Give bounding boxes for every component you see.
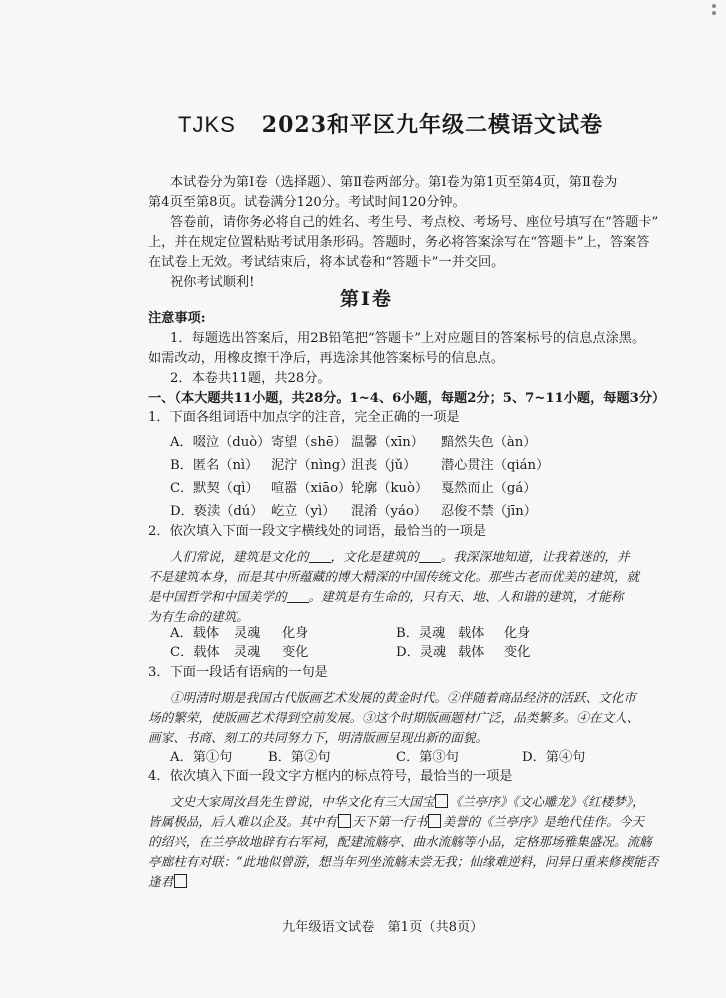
intro-line: 上，并在规定位置粘贴考试用条形码。答题时，务必将答案涂写在“答题卡”上，答案答 <box>148 235 650 250</box>
q1-d-2: 屹立（yì） <box>271 504 336 519</box>
q2-d-1: D．灵魂 <box>396 645 447 660</box>
q3-option-b: B．第②句 <box>268 750 331 765</box>
punct-box-2 <box>338 814 351 828</box>
exam-title: 2023和平区九年级二模语文试卷 <box>261 112 604 138</box>
q2-passage-line: 人们常说，建筑是文化的 ，文化是建筑的 。我深深地知道，让我着迷的，并 <box>170 549 630 564</box>
q2-passage-line: 为有生命的建筑。 <box>148 609 249 624</box>
q1-b-3: 沮丧（jǔ） <box>351 458 417 473</box>
q1-d-1: D．亵渎（dú） <box>170 504 264 519</box>
notice-heading: 注意事项: <box>148 311 206 326</box>
notice-line: 2．本卷共11题，共28分。 <box>170 371 331 386</box>
q4-passage-line: 皆属极品，后人难以企及。其中有 天下第一行书 美誉的《兰亭序》是绝代佳作。今天 <box>148 814 644 829</box>
q4-passage-line: 逢君 <box>148 871 188 890</box>
q2-b-2: 载体 <box>458 626 485 641</box>
q3-passage-line: ①明清时期是我国古代版画艺术发展的黄金时代。②伴随着商品经济的活跃、文化市 <box>170 690 636 705</box>
notice-line: 如需改动，用橡皮擦干净后，再选涂其他答案标号的信息点。 <box>148 351 505 366</box>
q2-d-2: 载体 <box>458 645 485 660</box>
q1-a-2: 寄望（shē） <box>271 435 347 450</box>
intro-line: 祝你考试顺利! <box>170 275 255 290</box>
q2-passage-line: 不是建筑本身，而是其中所蕴藏的博大精深的中国传统文化。那些古老而优美的建筑，就 <box>148 569 640 584</box>
q4-passage-line: 亭廊柱有对联：“此地似曾游，想当年列坐流觞未尝无我；仙缘难逆料，问异日重来修禊能否 <box>148 854 659 869</box>
q2-passage-line: 是中国哲学和中国美学的 。建筑是有生命的，只有天、地、人和谐的建筑，才能称 <box>148 589 624 604</box>
q1-stem: 1．下面各组词语中加点字的注音，完全正确的一项是 <box>148 410 460 425</box>
punct-box-4 <box>174 874 187 888</box>
q2-a-1: A．载体 <box>170 626 220 641</box>
q1-c-1: C．默契（qì） <box>170 481 259 496</box>
q4-passage-line: 文史大家周汝昌先生曾说，中华文化有三大国宝 《兰亭序》《文心雕龙》《红楼梦》， <box>170 794 645 809</box>
punct-box-1 <box>435 794 448 808</box>
q3-passage-line: 场的繁荣，使版画艺术得到空前发展。③这个时期版画题材广泛，品类繁多。④在文人、 <box>148 710 640 725</box>
q1-c-4: 戛然而止（gá） <box>441 481 537 496</box>
page-title <box>178 108 603 139</box>
q1-c-2: 喧嚣（xiāo） <box>271 481 352 496</box>
q1-b-1: B．匿名（nì） <box>170 458 259 473</box>
notice-line: 1．每题选出答案后，用2B铅笔把“答题卡”上对应题目的答案标号的信息点涂黑。 <box>170 331 646 346</box>
q2-a-2: 灵魂 <box>234 626 261 641</box>
scan-mark <box>712 4 716 22</box>
part-heading: 一、（本大题共11小题，共28分。1~4、6小题，每题2分；5、7~11小题，每题3分） <box>148 391 666 406</box>
q1-a-1: A．啜泣（duò） <box>170 435 271 450</box>
q2-c-1: C．载体 <box>170 645 220 660</box>
section-title: 第Ⅰ卷 <box>340 288 393 310</box>
q1-c-3: 轮廓（kuò） <box>351 481 429 496</box>
intro-line: 本试卷分为第Ⅰ卷（选择题）、第Ⅱ卷两部分。第Ⅰ卷为第1页至第4页，第Ⅱ卷为 <box>170 175 618 190</box>
q3-option-a: A．第①句 <box>170 750 233 765</box>
q2-c-2: 灵魂 <box>234 645 261 660</box>
q2-b-3: 化身 <box>504 626 531 641</box>
q3-stem: 3．下面一段话有语病的一句是 <box>148 665 328 680</box>
q2-c-3: 变化 <box>282 645 309 660</box>
page-footer: 九年级语文试卷 第1页（共8页） <box>282 920 484 935</box>
q1-d-3: 混淆（yáo） <box>351 504 428 519</box>
q3-option-c: C．第③句 <box>396 750 459 765</box>
q2-b-1: B．灵魂 <box>396 626 446 641</box>
q2-d-3: 变化 <box>504 645 531 660</box>
q4-stem: 4．依次填入下面一段文字方框内的标点符号，最恰当的一项是 <box>148 769 513 784</box>
q1-a-3: 温馨（xīn） <box>351 435 424 450</box>
q1-a-4: 黯然失色（àn） <box>441 435 537 450</box>
q3-passage-line: 画家、书商、刻工的共同努力下，明清版画呈现出新的面貌。 <box>148 730 489 745</box>
q4-passage-line: 的绍兴，在兰亭故地辟有右军祠，配建流觞亭、曲水流觞等小品，定格那场雅集盛况。流觞 <box>148 834 652 849</box>
intro-line: 答卷前，请你务必将自己的姓名、考生号、考点校、考场号、座位号填写在“答题卡” <box>170 215 659 230</box>
q2-stem: 2．依次填入下面一段文字横线处的词语，最恰当的一项是 <box>148 524 487 539</box>
q1-b-2: 泥泞（nìng） <box>271 458 354 473</box>
q2-a-3: 化身 <box>282 626 309 641</box>
intro-line: 第4页至第8页。试卷满分120分。考试时间120分钟。 <box>148 195 466 210</box>
q1-b-4: 潜心贯注（qián） <box>441 458 550 473</box>
intro-line: 在试卷上无效。考试结束后，将本试卷和“答题卡”一并交回。 <box>148 255 505 270</box>
q1-d-4: 忍俊不禁（jīn） <box>441 504 537 519</box>
punct-box-3 <box>428 814 441 828</box>
exam-code: TJKS <box>178 112 236 137</box>
q3-option-d: D．第④句 <box>522 750 586 765</box>
